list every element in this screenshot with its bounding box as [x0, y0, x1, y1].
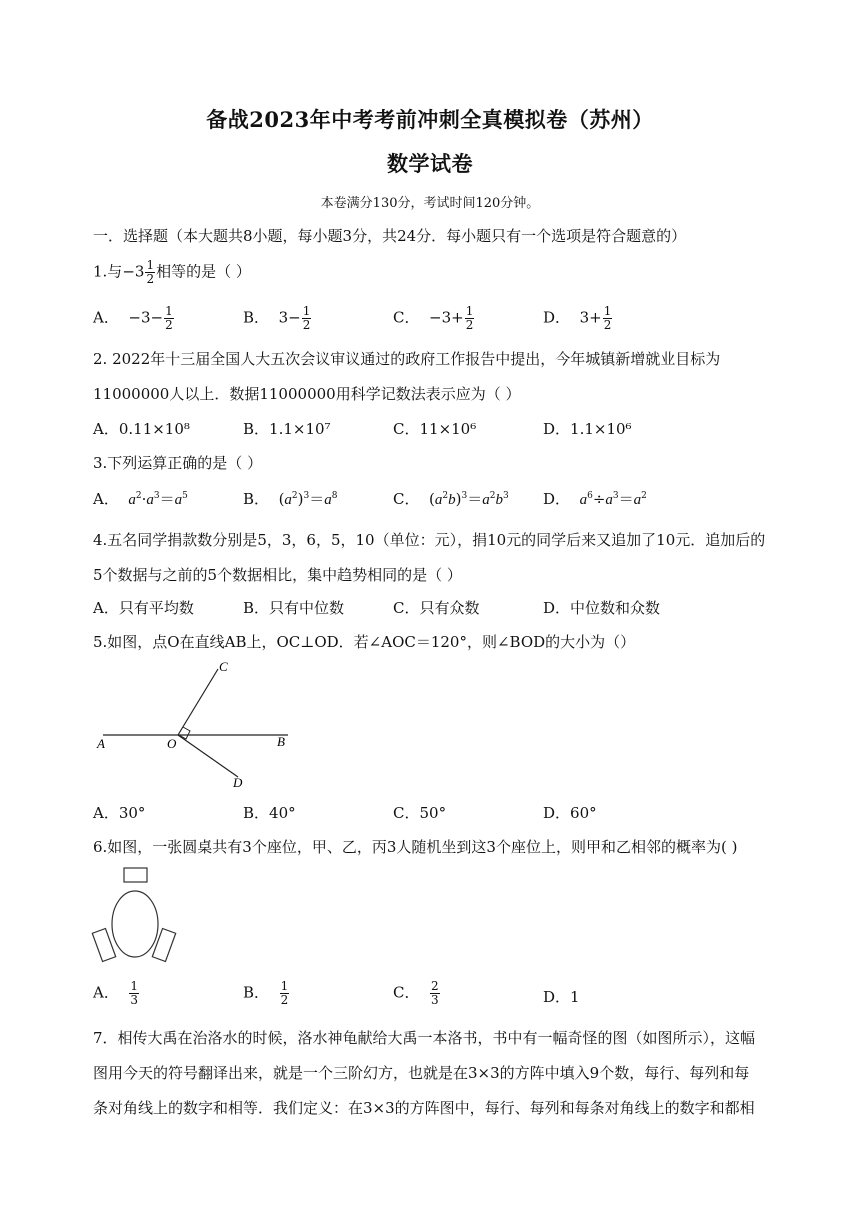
q2-option-b[interactable]: B．1.1×10⁷: [243, 420, 331, 438]
q6-option-c[interactable]: C． $\frac{2}{3}$: [393, 979, 439, 1007]
q4-option-b[interactable]: B．只有中位数: [243, 599, 345, 617]
q5-option-c[interactable]: C．50°: [393, 804, 447, 822]
q4-option-c[interactable]: C．只有众数: [393, 599, 480, 617]
q6-option-a[interactable]: A． $\frac{1}{3}$: [93, 979, 139, 1007]
question-3-stem: 3.下列运算正确的是（ ）: [93, 454, 263, 472]
q3-option-a[interactable]: A． $a^2\cdot a^3=a^5$: [93, 490, 188, 508]
q1-option-d[interactable]: D． 3+ $\frac{1}{2}$: [543, 304, 612, 332]
exam-note: 本卷满分130分，考试时间120分钟。: [320, 196, 540, 211]
label-b: B: [277, 734, 285, 749]
q1-prefix: 1.与: [93, 262, 123, 281]
q5-option-d[interactable]: D．60°: [543, 804, 597, 822]
q4-option-d[interactable]: D．中位数和众数: [543, 599, 661, 617]
question-4-line1: 4.五名同学捐款数分别是5，3，6，5，10（单位：元），捐10元的同学后来又追加了10元．追加后的: [93, 531, 766, 549]
q3-option-d[interactable]: D． $a^6\div a^3=a^2$: [543, 490, 647, 508]
q5-angle-figure: [93, 655, 303, 795]
q6-round-table-figure: [88, 864, 188, 970]
label-d: D: [233, 775, 243, 790]
page-title: 备战2023年中考考前冲刺全真模拟卷（苏州）: [206, 107, 654, 132]
q2-option-c[interactable]: C．11×10⁶: [393, 420, 477, 438]
question-2-line1: 2. 2022年十三届全国人大五次会议审议通过的政府工作报告中提出，今年城镇新增就业目标为: [93, 350, 721, 368]
question-7-line3: 条对角线上的数字和相等．我们定义：在3×3的方阵图中，每行、每列和每条对角线上的数字和都相: [93, 1099, 755, 1117]
label-c: C: [219, 659, 228, 674]
q2-option-d[interactable]: D．1.1×10⁶: [543, 420, 632, 438]
page-subtitle: 数学试卷: [387, 151, 473, 176]
q5-option-a[interactable]: A．30°: [93, 804, 146, 822]
q3-option-b[interactable]: B． $(a^2)^3=a^8$: [243, 490, 338, 508]
q3-option-c[interactable]: C． $(a^2b)^3=a^2b^3$: [393, 490, 509, 508]
question-7-line1: 7．相传大禹在治洛水的时候，洛水神龟献给大禹一本洛书，书中有一幅奇怪的图（如图所示），这幅: [93, 1029, 756, 1047]
label-o: O: [167, 736, 177, 751]
question-6-stem: 6.如图，一张圆桌共有3个座位，甲、乙，丙3人随机坐到这3个座位上，则甲和乙相邻的概率为( ): [93, 838, 738, 856]
label-a: A: [97, 736, 105, 751]
q6-option-d[interactable]: D．1: [543, 988, 580, 1006]
q1-option-a[interactable]: A． −3− $\frac{1}{2}$: [93, 304, 173, 332]
q1-option-c[interactable]: C． −3+ $\frac{1}{2}$: [393, 304, 474, 332]
question-1-stem: 1.与−3 $\frac{1}{2}$ 相等的是（ ）: [93, 258, 251, 286]
q2-option-a[interactable]: A．0.11×10⁸: [93, 420, 190, 438]
question-7-line2: 图用今天的符号翻译出来，就是一个三阶幻方，也就是在3×3的方阵中填入9个数，每行、每列和每: [93, 1064, 750, 1082]
q4-option-a[interactable]: A．只有平均数: [93, 599, 194, 617]
question-2-line2: 11000000人以上．数据11000000用科学记数法表示应为（ ）: [93, 385, 521, 403]
question-5-stem: 5.如图，点O在直线AB上，OC⊥OD．若∠AOC＝120°，则∠BOD的大小为（）: [93, 633, 636, 651]
question-4-line2: 5个数据与之前的5个数据相比，集中趋势相同的是（ ）: [93, 566, 462, 584]
section-heading: 一．选择题（本大题共8小题，每小题3分，共24分．每小题只有一个选项是符合题意的）: [93, 227, 687, 245]
q6-option-b[interactable]: B． $\frac{1}{2}$: [243, 979, 289, 1007]
q1-option-b[interactable]: B． 3− $\frac{1}{2}$: [243, 304, 311, 332]
q1-tail: 相等的是（ ）: [156, 262, 251, 281]
q5-option-b[interactable]: B．40°: [243, 804, 296, 822]
